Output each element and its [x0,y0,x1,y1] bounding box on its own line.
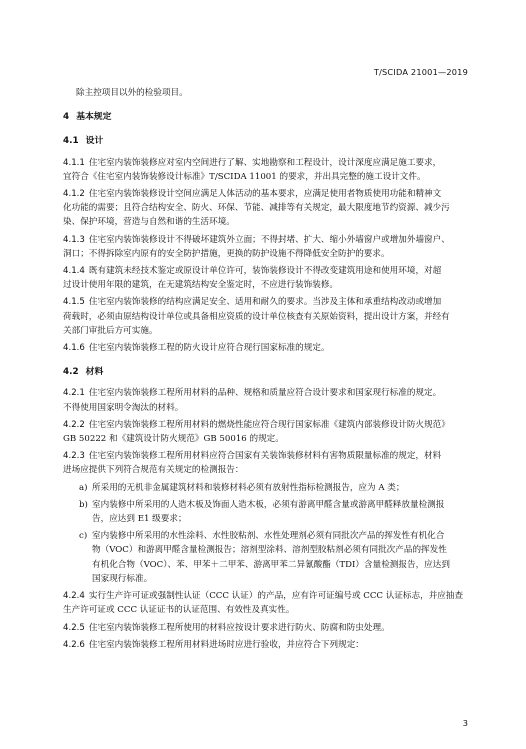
clause-text-line: 宜符合《住宅室内装饰装修设计标准》T/SCIDA 11001 的要求，并出具完整的施工设计文件。 [63,171,426,182]
clause-number: 4.1.2 [63,189,85,200]
clause-4-1-3 [63,233,473,261]
clause-4-1-5 [63,295,473,338]
clause-text-line: 住宅室内装饰装修设计不得破坏建筑外立面；不得封堵、扩大、缩小外墙窗户或增加外墙窗户、 [88,234,450,245]
standard-number: T/SCIDA 21001—2019 [373,67,468,77]
clause-text-line: 进场应提供下列符合规范有关规定的检测报告： [63,465,244,476]
clause-text-line: 住宅室内装饰装修的结构应满足安全、适用和耐久的要求。当涉及主体和承重结构改动或增加 [88,297,442,308]
clause-number: 4.2.4 [63,591,85,602]
list-text-line: 国家现行标准。 [92,573,153,584]
clause-text-line: 生产许可证或 CCC 认证证书的认证范围、有效性及真实性。 [63,605,295,616]
clause-text-line: 住宅室内装饰装修工程的防火设计应符合现行国家标准的规定。 [88,343,330,354]
clause-text-line: 住宅室内装饰装修应对室内空间进行了解、实地勘察和工程设计，设计深度应满足施工要求， [88,157,442,168]
clause-text-line: 化功能的需要；且符合结构安全、防火、环保、节能、减排等有关规定，最大限度地节约资源、减少污 [63,203,450,214]
list-marker: a) [79,482,88,493]
clause-number: 4.1.3 [63,234,85,245]
list-item-a [63,481,473,495]
list-text-line: 室内装修中所采用的人造木板及饰面人造木板，必须有游离甲醛含量或游离甲醛释放量检测报 [92,499,445,510]
clause-text-line: 关部门审批后方可实施。 [63,325,158,336]
list-text-line: 物（VOC）和游离甲醛含量检测报告；溶剂型涂料、溶剂型胶粘剂必须有同批次产品的挥发性 [92,545,447,556]
clause-text-line: 住宅室内装饰装修工程所用材料应符合国家有关装饰装修材料有害物质限量标准的规定，材料 [88,451,442,462]
chapter-heading [63,110,473,124]
clause-4-2-1 [63,386,473,414]
clause-number: 4.2.3 [63,451,85,462]
clause-text-line: 住宅室内装饰装修工程所用材料进场时应进行验收，并应符合下列规定： [88,639,364,650]
clause-text-line: 不得使用国家明令淘汰的材料。 [63,402,184,413]
clause-4-2-6 [63,638,473,652]
clause-text-line: 住宅室内装饰装修工程所用材料的品种、规格和质量应符合设计要求和国家现行标准的规定。 [88,388,442,399]
page-number: 3 [462,718,468,728]
clause-text-line: 洞口；不得拆除室内原有的安全防护措施，更换的防护设施不得降低安全防护的要求。 [63,248,390,259]
clause-text-line: 荷载时，必须由原结构设计单位或具备相应资质的设计单位核查有关原始资料，提出设计方案，并经有 [63,311,450,322]
section-heading-4-1 [63,134,473,148]
lead-line: 除主控项目以外的检验项目。 [76,88,188,98]
clause-text-line: 住宅室内装饰装修工程所用材料的燃烧性能应符合现行国家标准《建筑内部装修设计防火规范》 [88,419,450,430]
clause-text-line: GB 50222 和《建筑设计防火规范》GB 50016 的规定。 [63,434,284,445]
clause-4-2-3 [63,449,473,586]
clause-number: 4.2.6 [63,639,85,650]
list-text-line: 室内装修中所采用的水性涂料、水性胶粘剂、水性处理剂必须有同批次产品的挥发性有机化合 [92,531,445,542]
chapter-title: 基本规定 [76,112,112,123]
section-number: 4.1 [63,136,79,147]
list-item-c [63,529,473,586]
list-marker: c) [79,531,88,542]
clause-number: 4.1.1 [63,157,85,168]
list-marker: b) [79,499,88,510]
list-text-line: 告，应达到 E1 级要求； [92,514,187,525]
chapter-number: 4 [63,112,70,123]
clause-number: 4.1.5 [63,297,85,308]
clause-text-line: 住宅室内装饰装修工程所使用的材料应按设计要求进行防火、防腐和防虫处理。 [88,622,390,633]
clause-text-line: 既有建筑未经技术鉴定或原设计单位许可，装饰装修设计不得改变建筑用途和使用环境，对超 [88,266,442,277]
clause-text-line: 过设计使用年限的建筑，在无建筑结构安全鉴定时，不应进行装饰装修。 [63,280,339,291]
clause-number: 4.2.5 [63,622,85,633]
list-item-b [63,498,473,526]
clause-4-1-2 [63,187,473,230]
clause-number: 4.2.1 [63,388,85,399]
clause-4-2-5 [63,621,473,635]
clause-text-line: 住宅室内装饰装修设计空间应满足人体活动的基本要求，应满足使用者物质使用功能和精神文 [88,189,442,200]
section-title: 材料 [85,367,104,378]
clause-4-1-4 [63,264,473,292]
clause-number: 4.2.2 [63,419,85,430]
clause-number: 4.1.4 [63,266,85,277]
list-text-line: 有机化合物（VOC）、苯、甲苯＋二甲苯、游离甲苯二异氰酸酯（TDI）含量检测报告，应达到 [92,559,450,570]
body-content [63,86,473,652]
clause-text-line: 实行生产许可证或强制性认证（CCC 认证）的产品，应有许可证编号或 CCC 认证标志，并应抽查 [88,591,464,602]
section-number: 4.2 [63,367,79,378]
section-title: 设计 [85,136,104,147]
clause-4-2-4 [63,589,473,617]
list-text-line: 所采用的无机非金属建筑材料和装修材料必须有放射性指标检测报告，应为 A 类； [92,482,405,493]
clause-number: 4.1.6 [63,343,85,354]
clause-4-1-6 [63,341,473,355]
section-heading-4-2 [63,365,473,379]
clause-4-2-2 [63,418,473,446]
clause-text-line: 染、保护环境，营造与自然和谐的生活环境。 [63,217,235,228]
clause-4-1-1 [63,156,473,184]
